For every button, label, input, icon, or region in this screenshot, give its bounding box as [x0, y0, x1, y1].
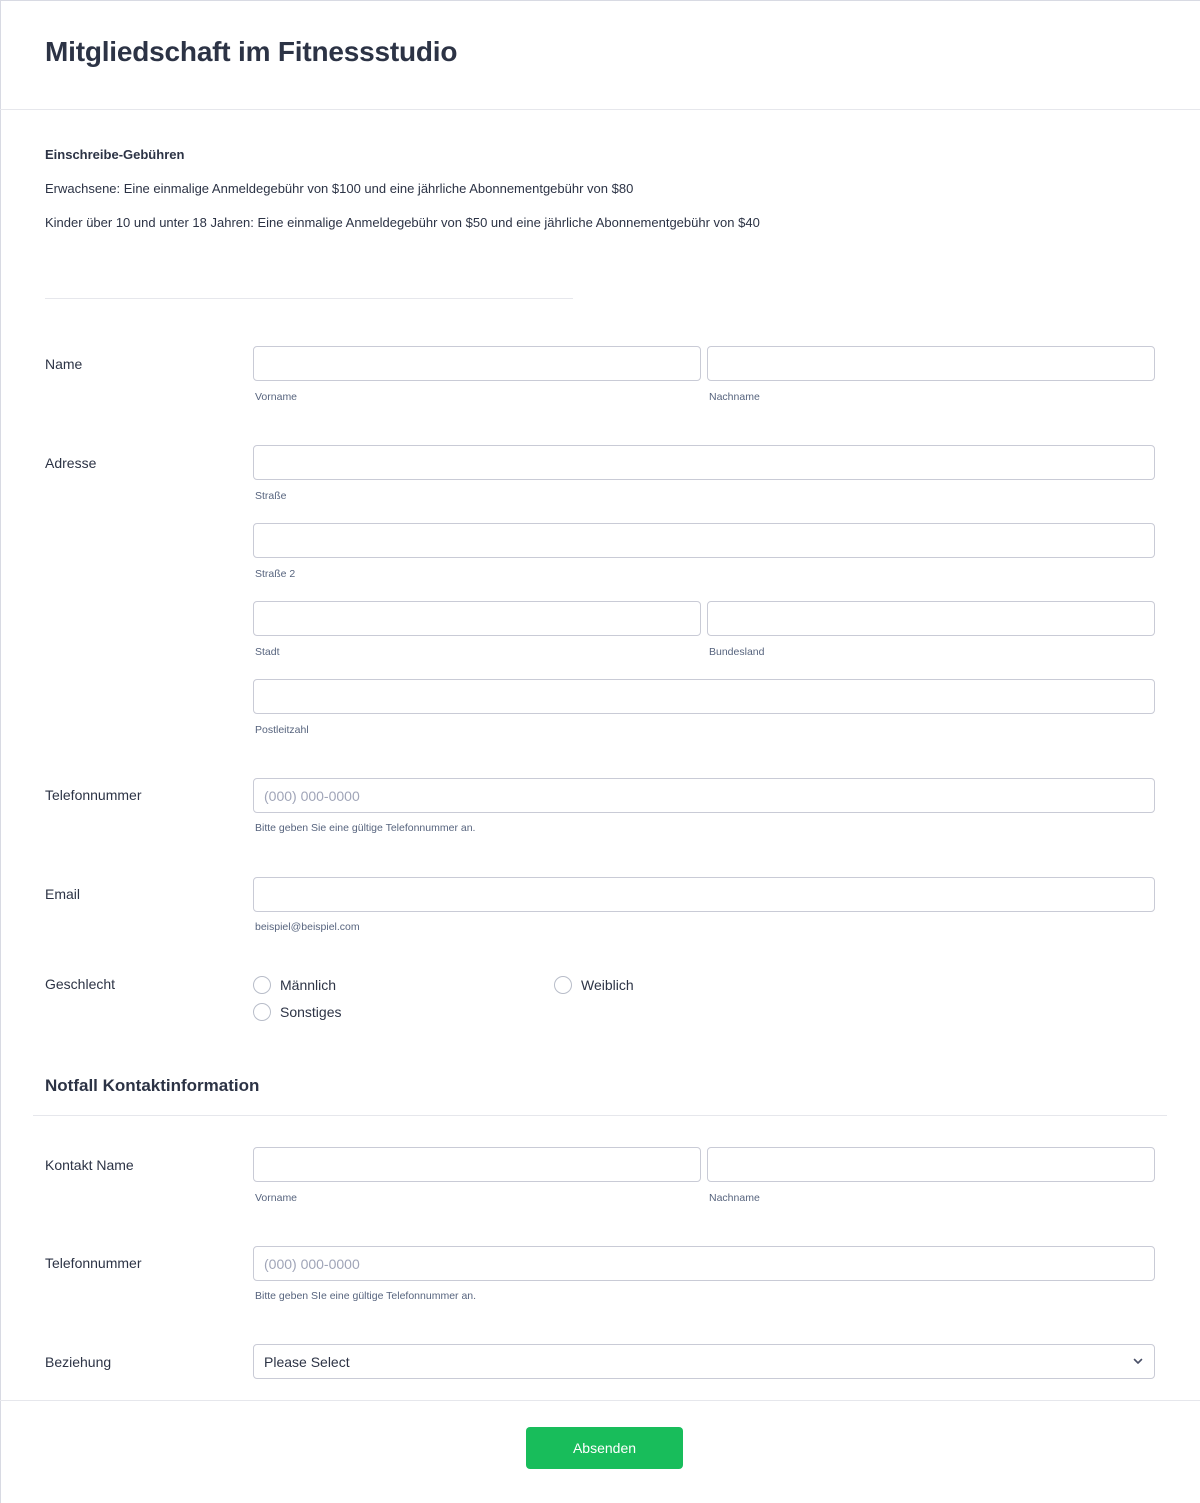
- fees-heading: Einschreibe-Gebühren: [45, 147, 185, 162]
- contact-phone-label: Telefonnummer: [45, 1255, 142, 1271]
- street2-sublabel: Straße 2: [255, 568, 296, 580]
- last-name-sublabel: Nachname: [709, 391, 760, 403]
- fees-adults-text: Erwachsene: Eine einmalige Anmeldegebühr von $100 und eine jährliche Abonnementgebühr von $80: [45, 181, 634, 196]
- contact-first-name-input[interactable]: [253, 1147, 701, 1182]
- email-input[interactable]: [253, 877, 1155, 912]
- form-header: [0, 0, 1200, 110]
- email-label: Email: [45, 886, 81, 902]
- emergency-section-title: Notfall Kontaktinformation: [45, 1076, 260, 1095]
- relationship-selected-value: Please Select: [264, 1354, 350, 1370]
- submit-button[interactable]: Absenden: [526, 1427, 683, 1469]
- phone-sublabel: Bitte geben Sie eine gültige Telefonnummer an.: [255, 822, 476, 834]
- relationship-label: Beziehung: [45, 1354, 112, 1370]
- contact-name-label: Kontakt Name: [45, 1157, 134, 1173]
- radio-option-weiblich[interactable]: [554, 976, 634, 994]
- street2-input[interactable]: [253, 523, 1155, 558]
- name-label: Name: [45, 356, 83, 372]
- phone-input[interactable]: [253, 778, 1155, 813]
- fees-children-text: Kinder über 10 und unter 18 Jahren: Eine einmalige Anmeldegebühr von $50 und eine jährliche Abonnementgebühr von $40: [45, 215, 760, 230]
- street-sublabel: Straße: [255, 490, 287, 502]
- radio-circle-icon[interactable]: [554, 976, 572, 994]
- zip-sublabel: Postleitzahl: [255, 724, 309, 736]
- radio-circle-icon[interactable]: [253, 976, 271, 994]
- contact-first-name-sublabel: Vorname: [255, 1192, 298, 1204]
- divider: [45, 298, 573, 299]
- city-input[interactable]: [253, 601, 701, 636]
- last-name-input[interactable]: [707, 346, 1155, 381]
- relationship-select[interactable]: [253, 1344, 1155, 1379]
- address-label: Adresse: [45, 455, 97, 471]
- section-divider: [33, 1115, 1167, 1116]
- radio-label: Männlich: [280, 977, 337, 993]
- contact-last-name-input[interactable]: [707, 1147, 1155, 1182]
- phone-label: Telefonnummer: [45, 787, 142, 803]
- state-sublabel: Bundesland: [709, 646, 765, 658]
- street-input[interactable]: [253, 445, 1155, 480]
- page-title: Mitgliedschaft im Fitnessstudio: [45, 36, 458, 67]
- state-input[interactable]: [707, 601, 1155, 636]
- gender-label: Geschlecht: [45, 976, 116, 992]
- radio-circle-icon[interactable]: [253, 1003, 271, 1021]
- first-name-sublabel: Vorname: [255, 391, 298, 403]
- footer-divider: [0, 1400, 1200, 1401]
- zip-input[interactable]: [253, 679, 1155, 714]
- first-name-input[interactable]: [253, 346, 701, 381]
- email-sublabel: beispiel@beispiel.com: [255, 921, 360, 933]
- chevron-down-icon: [1132, 1355, 1144, 1367]
- radio-option-maennlich[interactable]: [253, 976, 336, 994]
- contact-phone-sublabel: Bitte geben SIe eine gültige Telefonnummer an.: [255, 1290, 477, 1302]
- radio-option-sonstiges[interactable]: [253, 1003, 341, 1021]
- contact-last-name-sublabel: Nachname: [709, 1192, 760, 1204]
- city-sublabel: Stadt: [255, 646, 280, 658]
- contact-phone-input[interactable]: [253, 1246, 1155, 1281]
- radio-label: Weiblich: [581, 977, 634, 993]
- radio-label: Sonstiges: [280, 1004, 342, 1020]
